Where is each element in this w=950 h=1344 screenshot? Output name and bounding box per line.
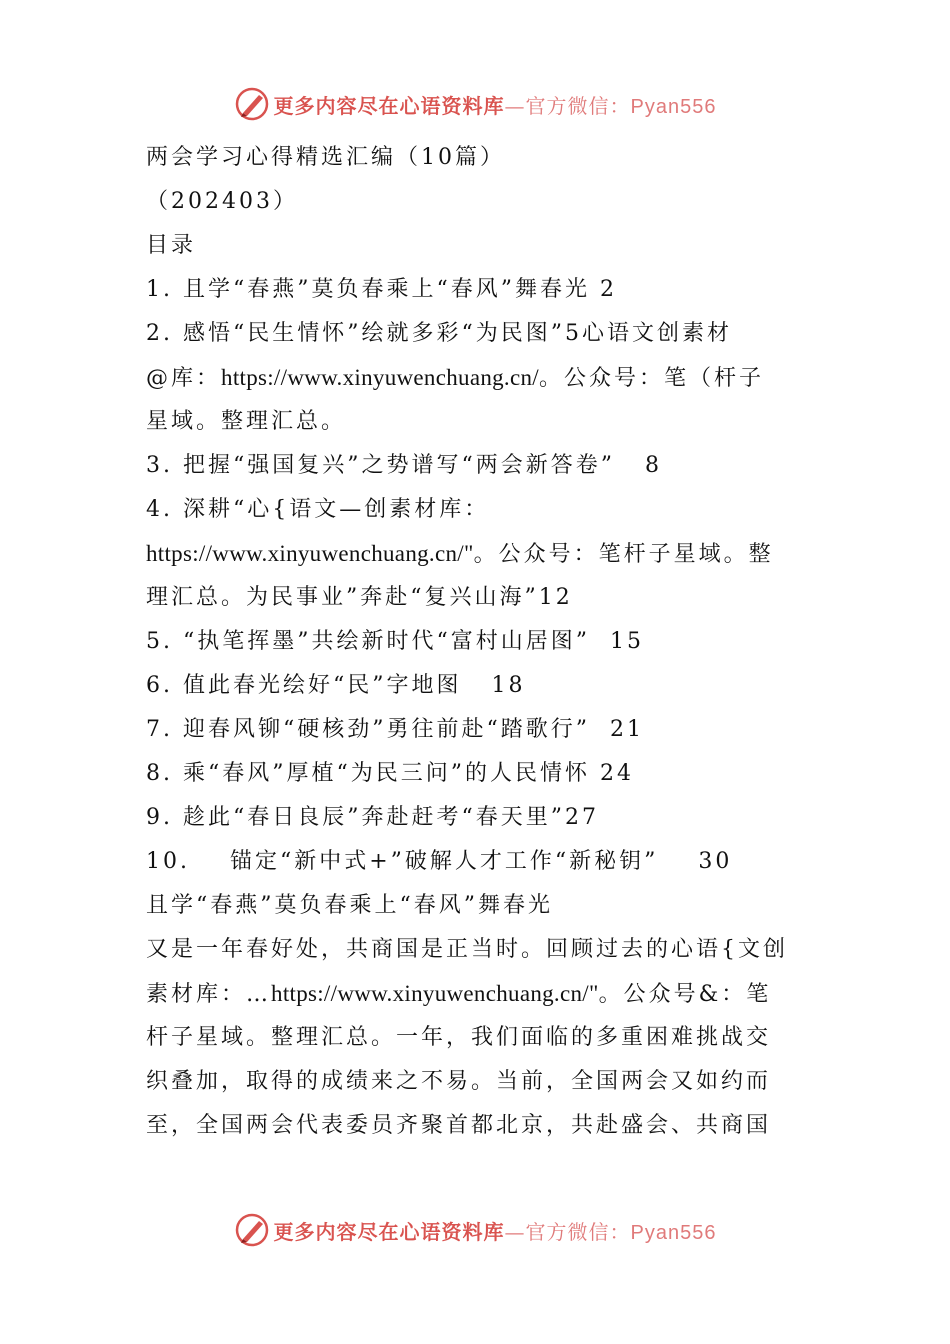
toc-item: 2. 感悟“民生情怀”绘就多彩“为民图”5心语文创素材 <box>146 321 732 346</box>
toc-item: 4. 深耕“心{语文—创素材库： <box>146 497 490 522</box>
toc-continuation: 星域。整理汇总。 <box>146 409 347 434</box>
doc-title: 两会学习心得精选汇编（10篇） <box>146 145 505 170</box>
toc-item: 8. 乘“春风”厚植“为民三问”的人民情怀 24 <box>146 761 634 786</box>
toc-item: 1. 且学“春燕”莫负春乘上“春风”舞春光 2 <box>146 277 617 302</box>
toc-item: 7. 迎春风铆“硬核劲”勇往前赴“踏歌行” 21 <box>146 717 644 742</box>
toc-continuation: https://www.xinyuwenchuang.cn/"。公众号：笔杆子星域。整 <box>146 541 774 567</box>
pen-logo-icon <box>234 1212 270 1248</box>
website-link[interactable]: https://www.xinyuwenchuang.cn/" <box>146 541 474 566</box>
doc-date: （202403） <box>146 189 298 214</box>
paragraph-line: 素材库：…https://www.xinyuwenchuang.cn/"。公众号&：笔 <box>146 981 772 1007</box>
section-title: 且学“春燕”莫负春乘上“春风”舞春光 <box>146 893 553 918</box>
toc-item: 3. 把握“强国复兴”之势谱写“两会新答卷” 8 <box>146 453 662 478</box>
pen-logo-icon <box>234 86 270 122</box>
toc-heading: 目录 <box>146 233 197 258</box>
banner-text: 更多内容尽在心语资料库—官方微信：Pyan556 <box>273 1219 717 1244</box>
footer-banner <box>0 1210 950 1250</box>
paragraph-line: 织叠加，取得的成绩来之不易。当前，全国两会又如约而 <box>146 1069 772 1094</box>
header-banner <box>0 84 950 124</box>
toc-item: 9. 趁此“春日良辰”奔赴赶考“春天里” 27 <box>146 805 599 830</box>
document-body <box>146 136 816 1148</box>
paragraph-line: 又是一年春好处，共商国是正当时。回顾过去的心语{文创 <box>146 937 788 962</box>
website-link[interactable]: https://www.xinyuwenchuang.cn/" <box>271 981 599 1006</box>
toc-item: 5. “执笔挥墨”共绘新时代“富村山居图” 15 <box>146 629 644 654</box>
paragraph-line: 杆子星域。整理汇总。一年，我们面临的多重困难挑战交 <box>146 1025 772 1050</box>
toc-continuation: @库：https://www.xinyuwenchuang.cn/。公众号：笔（杆子 <box>146 365 764 391</box>
banner-text: 更多内容尽在心语资料库—官方微信：Pyan556 <box>273 93 717 118</box>
toc-continuation: 理汇总。为民事业”奔赴“复兴山海”12 <box>146 585 573 610</box>
toc-item: 6. 值此春光绘好“民”字地图 18 <box>146 673 526 698</box>
paragraph-line: 至，全国两会代表委员齐聚首都北京，共赴盛会、共商国 <box>146 1113 772 1138</box>
toc-item: 10. 锚定“新中式+”破解人才工作“新秘钥” 30 <box>146 849 733 874</box>
website-link[interactable]: https://www.xinyuwenchuang.cn/ <box>221 365 539 390</box>
